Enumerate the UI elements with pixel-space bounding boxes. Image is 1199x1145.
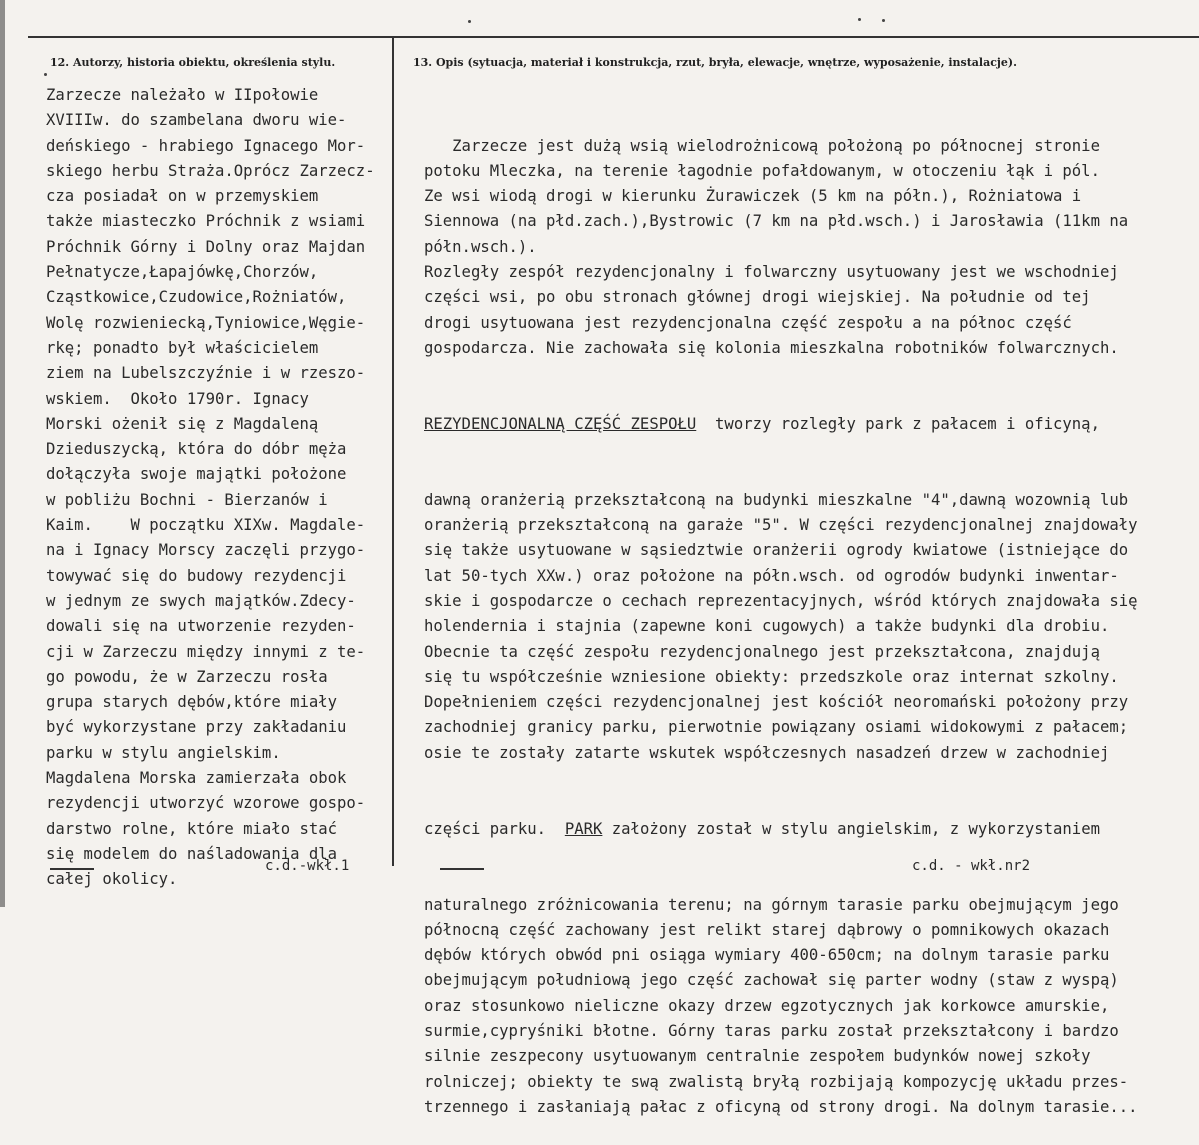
- scan-edge-shadow: [0, 0, 5, 907]
- text-line: lat 50-tych XXw.) oraz położone na półn.wsch. od ogrodów budynki inwentar-: [424, 566, 1119, 585]
- top-rule: [28, 36, 1199, 38]
- text-line: surmie,cypryśniki błotne. Górny taras parku został przekształcony i bardzo: [424, 1021, 1119, 1040]
- text-line: XVIIIw. do szambelana dworu wie-: [46, 111, 347, 130]
- text-line: Siennowa (na płd.zach.),Bystrowic (7 km na płd.wsch.) i Jarosławia (11km na: [424, 212, 1129, 231]
- text-line: w pobliżu Bochni - Bierzanów i: [46, 490, 328, 509]
- text-line: dawną oranżerią przekształconą na budynki mieszkalne "4",dawną wozownią lub: [424, 490, 1129, 509]
- text-line: osie te zostały zatarte wskutek współczesnych nasadzeń drzew w zachodniej: [424, 743, 1110, 762]
- text-line: silnie zeszpecony usytuowanym centralnie zespołem budynków nowej szkoły: [424, 1047, 1091, 1066]
- text-line: parku w stylu angielskim.: [46, 743, 281, 762]
- text-line: części wsi, po obu stronach głównej drogi wiejskiej. Na południe od tej: [424, 288, 1091, 307]
- text-line: Próchnik Górny i Dolny oraz Majdan: [46, 237, 366, 256]
- history-text-column: [46, 83, 394, 893]
- text-line: całej okolicy.: [46, 870, 178, 889]
- text-line: drogi usytuowana jest rezydencjonalna część zespołu a na północ część: [424, 313, 1072, 332]
- text-line: darstwo rolne, które miało stać: [46, 819, 338, 838]
- text-line: oraz stosunkowo nieliczne okazy drzew egzotycznych jak korkowce amurskie,: [424, 996, 1110, 1015]
- text-line: Zarzecze należało w IIpołowie: [46, 86, 319, 104]
- text-line: Obecnie ta część zespołu rezydencjonalnego jest przekształcona, znajdują: [424, 642, 1100, 661]
- text-line: zachodniej granicy parku, pierwotnie powiązany osiami widokowymi z pałacem;: [424, 718, 1129, 737]
- text-line: go powodu, że w Zarzeczu rosła: [46, 667, 328, 686]
- text-line: potoku Mleczka, na terenie łagodnie pofałdowanym, w otoczeniu łąk i pól.: [424, 161, 1100, 180]
- text-line: skiego herbu Straża.Oprócz Zarzecz-: [46, 161, 375, 180]
- text-line: Morski ożenił się z Magdaleną: [46, 414, 319, 433]
- text-line: być wykorzystane przy zakładaniu: [46, 718, 347, 737]
- text-line: trzennego i zasłaniają pałac z oficyną od strony drogi. Na dolnym tarasie...: [424, 1097, 1138, 1116]
- continuation-note-right: c.d. - wkł.nr2: [912, 858, 1031, 874]
- text-line: skie i gospodarcze o cechach reprezentacyjnych, wśród których znajdowała się: [424, 591, 1138, 610]
- scan-speck: [468, 20, 471, 23]
- text-line: wskiem. Około 1790r. Ignacy: [46, 389, 309, 408]
- text-line: gospodarcza. Nie zachowała się kolonia mieszkalna robotników folwarcznych.: [424, 338, 1119, 357]
- text-line: cza posiadał on w przemyskiem: [46, 187, 319, 206]
- text-line: Rozległy zespół rezydencjonalny i folwarczny usytuowany jest we wschodniej: [424, 263, 1119, 282]
- continuation-note-left: c.d.-wkł.1: [265, 858, 350, 874]
- footer-dash-right: [440, 868, 484, 870]
- text-line: Cząstkowice,Czudowice,Rożniatów,: [46, 288, 347, 307]
- text-line: Zarzecze jest dużą wsią wielodrożnicową położoną po północnej stronie: [424, 136, 1100, 155]
- text-line: towywać się do budowy rezydencji: [46, 566, 347, 585]
- text-line: oranżerią przekształconą na garaże "5". W części rezydencjonalnej znajdowały: [424, 516, 1138, 535]
- text-line: Kaim. W początku XIXw. Magdale-: [46, 516, 366, 535]
- description-text-column: [424, 83, 1199, 1145]
- scan-speck: [882, 19, 885, 22]
- text-line: się modelem do naśladowania dla: [46, 844, 338, 863]
- footer-dash-left: [50, 868, 94, 870]
- text-line: Ze wsi wiodą drogi w kierunku Żurawiczek (5 km na półn.), Rożniatowa i: [424, 187, 1082, 206]
- text-line: w jednym ze swych majątków.Zdecy-: [46, 591, 356, 610]
- text-line: deńskiego - hrabiego Ignacego Mor-: [46, 136, 366, 155]
- text-line: Dopełnieniem części rezydencjonalnej jest kościół neoromański położony przy: [424, 693, 1129, 712]
- text-line: dowali się na utworzenie rezyden-: [46, 617, 356, 636]
- text-line: Dzieduszycką, która do dóbr męża: [46, 440, 347, 459]
- text-line: części parku. PARK założony został w stylu angielskim, z wykorzystaniem: [424, 819, 1100, 838]
- text-line: cji w Zarzeczu między innymi z te-: [46, 642, 366, 661]
- text-line: także miasteczko Próchnik z wsiami: [46, 212, 366, 231]
- text-line: półn.wsch.).: [424, 237, 537, 256]
- text-line: się także usytuowane w sąsiedztwie oranżerii ogrody kwiatowe (istniejące do: [424, 541, 1129, 560]
- text-line: na i Ignacy Morscy zaczęli przygo-: [46, 541, 366, 560]
- scan-speck: [44, 73, 47, 76]
- scan-speck: [858, 18, 861, 21]
- heading-residential-part: REZYDENCJONALNĄ CZĘŚĆ ZESPOŁU: [424, 414, 697, 433]
- text-line: naturalnego zróżnicowania terenu; na górnym tarasie parku obejmującym jego: [424, 895, 1119, 914]
- text-line: Pełnatycze,Łapajówkę,Chorzów,: [46, 263, 319, 282]
- text-line: rkę; ponadto był właścicielem: [46, 338, 319, 357]
- text-line: się tu współcześnie wzniesione obiekty: przedszkole oraz internat szkolny.: [424, 667, 1119, 686]
- text-line: dębów których obwód pni osiąga wymiary 400-650cm; na dolnym tarasie parku: [424, 946, 1110, 965]
- text-line: dołączyła swoje majątki położone: [46, 465, 347, 484]
- text-line: rezydencji utworzyć wzorowe gospo-: [46, 794, 366, 813]
- text-line: Magdalena Morska zamierzała obok: [46, 769, 347, 788]
- text-line: holendernia i stajnia (zapewne koni cugowych) a także budynki dla drobiu.: [424, 617, 1110, 636]
- heading-park: PARK: [564, 819, 603, 838]
- text-line: Wolę rozwieniecką,Tyniowice,Węgie-: [46, 313, 366, 332]
- text-line: grupa starych dębów,które miały: [46, 693, 338, 712]
- section-12-heading: 12. Autorzy, historia obiektu, określenia stylu.: [50, 56, 336, 69]
- section-13-heading: 13. Opis (sytuacja, materiał i konstrukcja, rzut, bryła, elewacje, wnętrze, wyposażenie, instalacje).: [413, 56, 1017, 69]
- text-line: obejmującym południową jego część zachował się parter wodny (staw z wyspą): [424, 971, 1119, 990]
- text-line: REZYDENCJONALNĄ CZĘŚĆ ZESPOŁU tworzy rozległy park z pałacem i oficyną,: [424, 414, 1100, 433]
- text-line: ziem na Lubelszczyźnie i w rzeszo-: [46, 364, 366, 383]
- text-line: rolniczej; obiekty te swą zwalistą bryłą rozbijają kompozycję układu przes-: [424, 1072, 1129, 1091]
- text-line: północną część zachowany jest relikt starej dąbrowy o pomnikowych okazach: [424, 920, 1110, 939]
